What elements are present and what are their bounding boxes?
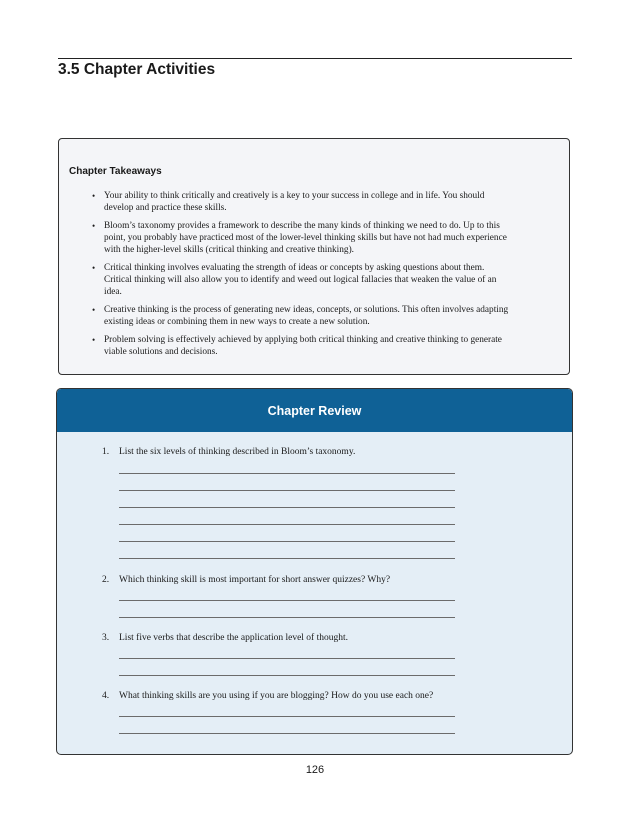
takeaway-line: existing ideas or combining them in new ways to create a new solution. xyxy=(104,317,370,327)
chapter-review-title: Chapter Review xyxy=(267,403,362,418)
takeaway-line: point, you probably have practiced most of the lower-level thinking skills but have not had much experience xyxy=(104,233,507,243)
bullet-icon: • xyxy=(92,263,96,273)
answer-line[interactable] xyxy=(119,658,455,659)
bullet-icon: • xyxy=(92,221,96,231)
takeaway-line: Bloom’s taxonomy provides a framework to describe the many kinds of thinking we need to do. Up to this xyxy=(104,221,500,231)
question-number: 2. xyxy=(102,575,110,585)
takeaway-line: develop and practice these skills. xyxy=(104,203,227,213)
question-number: 1. xyxy=(102,447,110,457)
answer-line[interactable] xyxy=(119,617,455,618)
chapter-review-header xyxy=(57,389,572,432)
page-number: 126 xyxy=(305,764,325,776)
takeaway-line: Critical thinking will also allow you to identify and weed out logical fallacies that weaken the value of an xyxy=(104,275,497,285)
question-number: 4. xyxy=(102,691,110,701)
bullet-icon: • xyxy=(92,335,96,345)
answer-line[interactable] xyxy=(119,716,455,717)
question-text: Which thinking skill is most important for short answer quizzes? Why? xyxy=(119,575,391,585)
section-heading: 3.5 Chapter Activities xyxy=(58,61,216,78)
takeaway-line: viable solutions and decisions. xyxy=(104,347,218,357)
bullet-icon: • xyxy=(92,305,96,315)
takeaways-list xyxy=(92,190,554,364)
answer-line[interactable] xyxy=(119,733,455,734)
takeaways-title: Chapter Takeaways xyxy=(69,166,162,177)
answer-line[interactable] xyxy=(119,524,455,525)
answer-line[interactable] xyxy=(119,541,455,542)
answer-line[interactable] xyxy=(119,490,455,491)
chapter-review-box xyxy=(56,388,573,755)
bullet-icon: • xyxy=(92,191,96,201)
answer-line[interactable] xyxy=(119,507,455,508)
takeaway-line: Critical thinking involves evaluating the strength of ideas or concepts by asking questions about them. xyxy=(104,263,485,273)
answer-line[interactable] xyxy=(119,600,455,601)
takeaway-line: with the higher-level skills (critical thinking and creative thinking). xyxy=(104,245,354,255)
question-number: 3. xyxy=(102,633,110,643)
question-text: List five verbs that describe the application level of thought. xyxy=(119,633,348,643)
takeaway-item xyxy=(92,190,554,214)
takeaway-item xyxy=(92,304,554,328)
takeaway-line: Creative thinking is the process of generating new ideas, concepts, or solutions. This often involves adapting xyxy=(104,305,509,315)
top-rule xyxy=(58,58,572,59)
answer-line[interactable] xyxy=(119,675,455,676)
question-text: List the six levels of thinking described in Bloom’s taxonomy. xyxy=(119,447,356,457)
takeaway-line: Your ability to think critically and creatively is a key to your success in college and in life. You should xyxy=(104,191,485,201)
takeaway-item xyxy=(92,220,554,256)
takeaways-box xyxy=(58,138,570,375)
takeaway-item xyxy=(92,334,554,358)
takeaway-item xyxy=(92,262,554,298)
question-text: What thinking skills are you using if you are blogging? How do you use each one? xyxy=(119,691,434,701)
takeaway-line: idea. xyxy=(104,287,122,297)
answer-line[interactable] xyxy=(119,473,455,474)
answer-line[interactable] xyxy=(119,558,455,559)
takeaway-line: Problem solving is effectively achieved by applying both critical thinking and creative thinking to generate xyxy=(104,335,502,345)
